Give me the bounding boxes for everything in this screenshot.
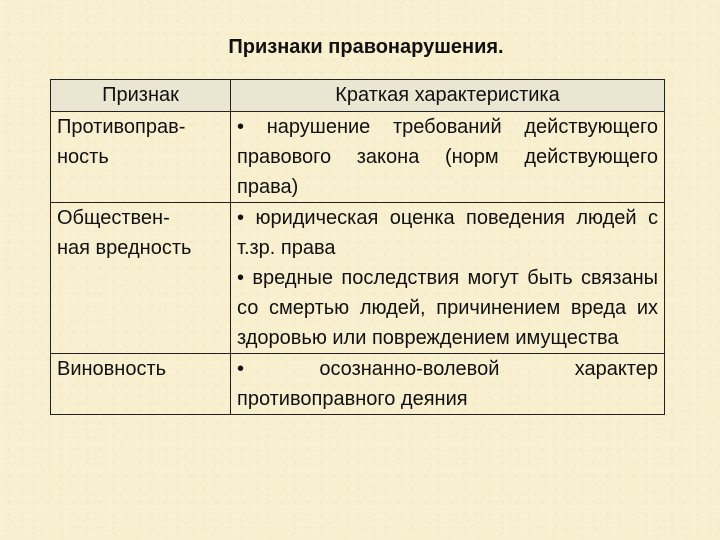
column-header-description: Краткая характеристика: [231, 80, 665, 112]
description-item: • осознанно-волевой характер противоправного деяния: [237, 358, 658, 410]
table-row: [51, 354, 665, 415]
sign-label-line: Обществен-: [57, 207, 170, 229]
description-cell: [231, 112, 665, 203]
description-item: • юридическая оценка поведения людей с т.зр. права: [237, 207, 658, 259]
sign-label-line: Противоправ-: [57, 116, 186, 138]
sign-label-line: ная вредность: [57, 237, 192, 259]
sign-label-line: Виновность: [57, 358, 167, 380]
sign-label-line: ность: [57, 146, 109, 168]
description-item: • нарушение требований действующего правового закона (норм действующего права): [237, 116, 658, 198]
sign-cell: [51, 354, 231, 415]
table-row: [51, 112, 665, 203]
table-header-row: [51, 80, 665, 112]
table-row: [51, 203, 665, 354]
sign-cell: [51, 203, 231, 354]
description-item: • вредные последствия могут быть связаны со смертью людей, причинением вреда их здоровью или повреждением имущества: [237, 267, 658, 349]
page-title: Признаки правонарушения.: [228, 36, 504, 58]
description-cell: [231, 354, 665, 415]
sign-cell: [51, 112, 231, 203]
description-cell: [231, 203, 665, 354]
features-table: [50, 79, 665, 415]
column-header-sign: Признак: [51, 80, 231, 112]
